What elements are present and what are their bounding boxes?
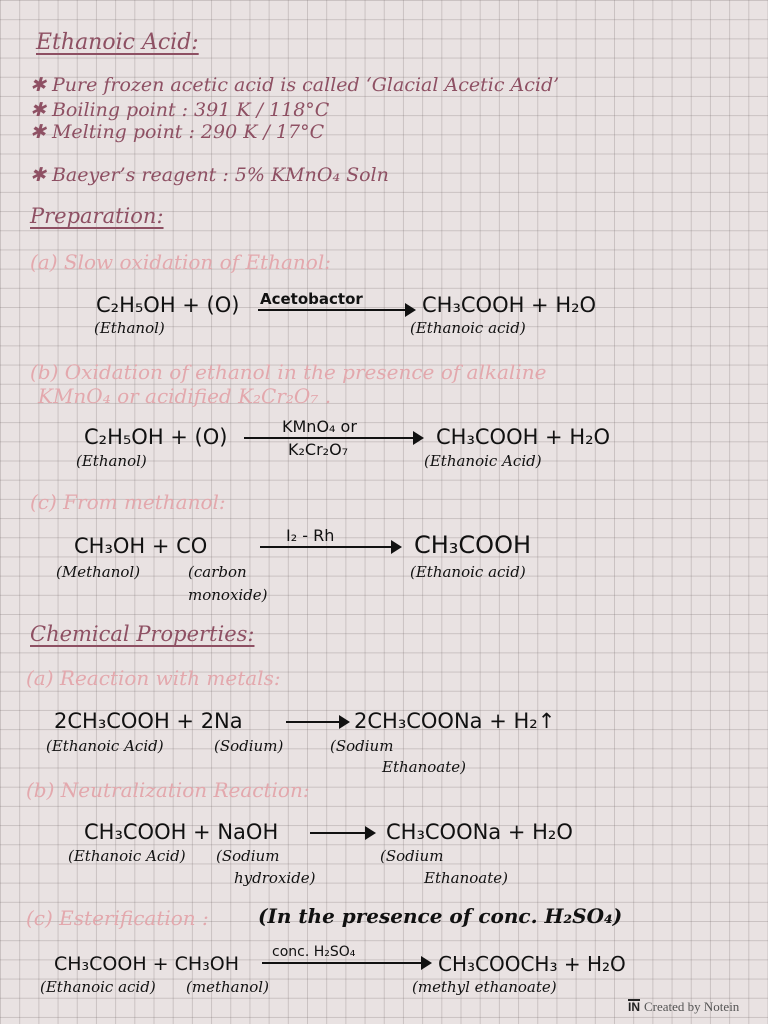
properties-heading: Chemical Properties: bbox=[30, 622, 255, 646]
prop-c-condition: conc. H₂SO₄ bbox=[272, 944, 356, 960]
prop-c-label-methanol: (methanol) bbox=[186, 978, 269, 996]
notein-watermark bbox=[628, 996, 739, 1015]
fact-baeyer-reagent: ✱ Baeyer’s reagent : 5% KMnO₄ Soln bbox=[30, 164, 389, 186]
prop-c-reactants: CH₃COOH + CH₃OH bbox=[54, 953, 240, 975]
prop-c-products: CH₃COOCH₃ + H₂O bbox=[438, 952, 626, 976]
prop-b-label-sodium: (Sodium bbox=[216, 847, 280, 865]
prep-c-label-carbon: (carbon bbox=[188, 563, 247, 581]
prop-b-products: CH₃COONa + H₂O bbox=[386, 820, 573, 844]
fact-boiling-point: ✱ Boiling point : 391 K / 118°C bbox=[30, 99, 330, 121]
prep-b-heading: (b) Oxidation of ethanol in the presence of alkaline bbox=[30, 360, 547, 384]
prep-a-products: CH₃COOH + H₂O bbox=[422, 293, 597, 317]
prep-a-heading: (a) Slow oxidation of Ethanol: bbox=[30, 250, 331, 274]
prep-c-label-methanol: (Methanol) bbox=[56, 563, 141, 581]
prep-a-condition: Acetobactor bbox=[260, 290, 363, 308]
prep-c-label-product: (Ethanoic acid) bbox=[410, 563, 526, 581]
prep-c-reactants: CH₃OH + CO bbox=[74, 534, 208, 558]
prop-a-label-ethanoate: Ethanoate) bbox=[382, 758, 466, 776]
prop-b-label-ethanoate: Ethanoate) bbox=[424, 869, 508, 887]
prep-b-label-reactant: (Ethanol) bbox=[76, 452, 147, 470]
fact-melting-point: ✱ Melting point : 290 K / 17°C bbox=[30, 121, 325, 143]
prep-a-arrow bbox=[258, 309, 414, 311]
prop-b-reactants: CH₃COOH + NaOH bbox=[84, 820, 279, 844]
prop-b-arrow bbox=[310, 832, 374, 834]
prop-b-label-sodium-ethanoate: (Sodium bbox=[380, 847, 444, 865]
prop-a-label-sodium: (Sodium) bbox=[214, 737, 284, 755]
prop-a-heading: (a) Reaction with metals: bbox=[26, 666, 281, 690]
prop-b-heading: (b) Neutralization Reaction: bbox=[26, 778, 310, 802]
prep-b-reactants: C₂H₅OH + (O) bbox=[84, 425, 228, 449]
prop-c-note: (In the presence of conc. H₂SO₄) bbox=[258, 904, 623, 928]
fact-glacial: ✱ Pure frozen acetic acid is called ‘Glacial Acetic Acid’ bbox=[30, 74, 560, 96]
prep-a-label-reactant: (Ethanol) bbox=[94, 319, 165, 337]
notein-created-by: Created by Notein bbox=[644, 999, 740, 1014]
prep-b-condition-bottom: K₂Cr₂O₇ bbox=[288, 440, 349, 459]
prep-c-condition: I₂ - Rh bbox=[286, 526, 335, 545]
prep-b-condition-top: KMnO₄ or bbox=[282, 417, 357, 436]
prep-c-label-monoxide: monoxide) bbox=[188, 586, 268, 604]
prop-a-reactants: 2CH₃COOH + 2Na bbox=[54, 709, 243, 733]
prep-b-products: CH₃COOH + H₂O bbox=[436, 425, 611, 449]
prop-c-label-acid: (Ethanoic acid) bbox=[40, 978, 156, 996]
prop-a-products: 2CH₃COONa + H₂↑ bbox=[354, 709, 556, 733]
prop-a-arrow bbox=[286, 721, 348, 723]
prop-c-arrow bbox=[262, 962, 430, 964]
prep-c-heading: (c) From methanol: bbox=[30, 490, 226, 514]
prep-b-heading-2: KMnO₄ or acidified K₂Cr₂O₇ . bbox=[38, 384, 332, 408]
prep-a-reactants: C₂H₅OH + (O) bbox=[96, 293, 240, 317]
prep-c-products: CH₃COOH bbox=[414, 531, 532, 559]
prop-a-label-acid: (Ethanoic Acid) bbox=[46, 737, 164, 755]
prep-a-label-product: (Ethanoic acid) bbox=[410, 319, 526, 337]
prep-b-arrow bbox=[244, 437, 422, 439]
prop-c-label-methyl-ethanoate: (methyl ethanoate) bbox=[412, 978, 557, 996]
prop-a-label-sodium-ethanoate: (Sodium bbox=[330, 737, 394, 755]
page-title: Ethanoic Acid: bbox=[36, 30, 199, 55]
prop-c-heading: (c) Esterification : bbox=[26, 906, 209, 930]
prop-b-label-hydroxide: hydroxide) bbox=[234, 869, 316, 887]
prop-b-label-acid: (Ethanoic Acid) bbox=[68, 847, 186, 865]
prep-b-label-product: (Ethanoic Acid) bbox=[424, 452, 542, 470]
notein-logo: IN bbox=[628, 1000, 640, 1014]
prep-c-arrow bbox=[260, 546, 400, 548]
preparation-heading: Preparation: bbox=[30, 204, 164, 228]
